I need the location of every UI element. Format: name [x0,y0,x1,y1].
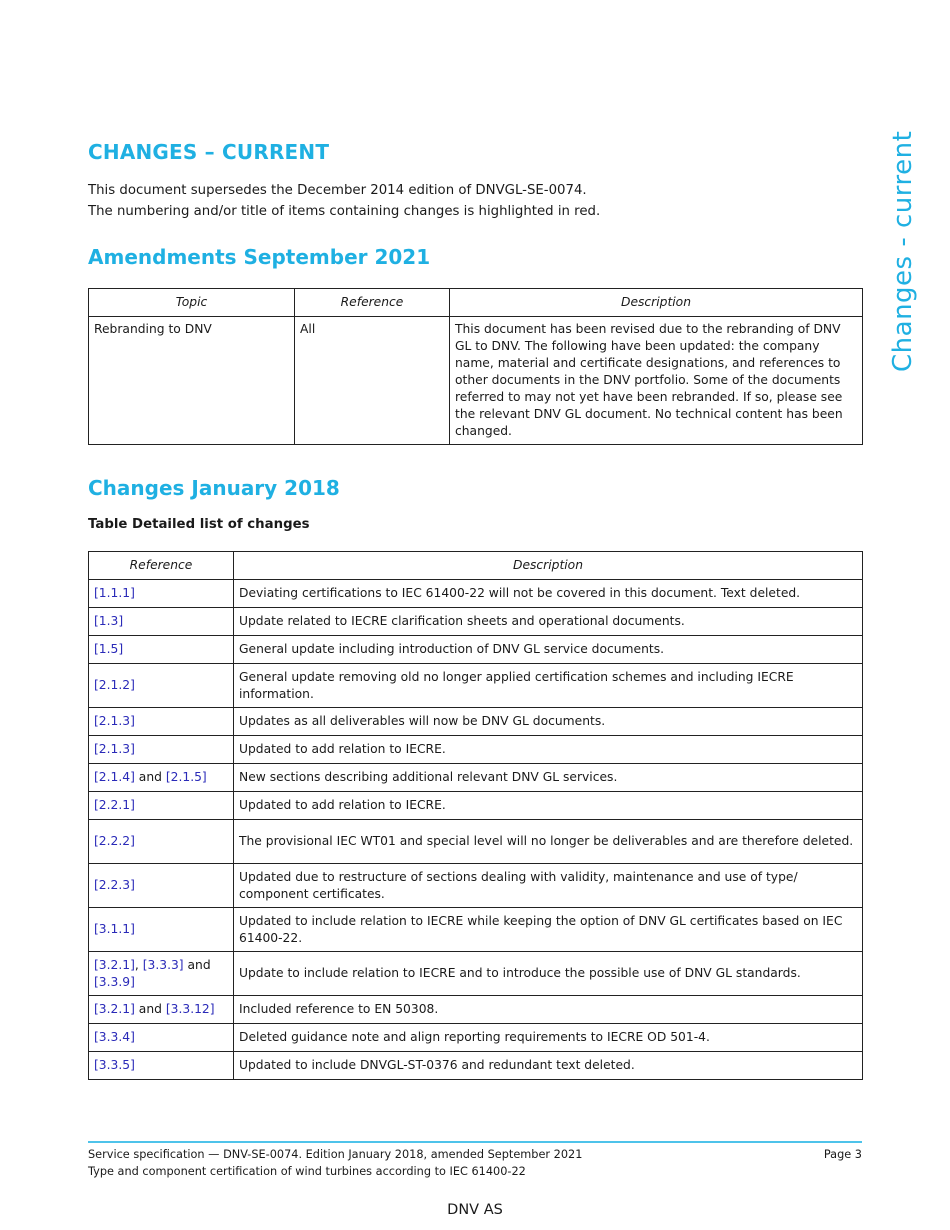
description-cell: Update related to IECRE clarification sheets and operational documents. [234,608,863,636]
table-row [89,996,863,1024]
table-row [89,664,863,708]
reference-joiner: , [134,957,143,972]
table-row [89,708,863,736]
footer-line-2: Type and component certification of wind turbines according to IEC 61400-22 [88,1165,526,1178]
intro-line: This document supersedes the December 2014 edition of DNVGL-SE-0074. [88,183,587,198]
table-row [89,580,863,608]
reference-link[interactable]: [3.3.4] [94,1030,135,1044]
description-cell: Updated to add relation to IECRE. [234,792,863,820]
reference-link[interactable]: [2.1.3] [94,714,135,728]
table-row [89,317,863,445]
changes-heading: Changes January 2018 [88,476,340,500]
table-row [89,820,863,864]
column-header-reference: Reference [89,552,234,580]
description-cell: Update to include relation to IECRE and to introduce the possible use of DNV GL standards. [234,952,863,996]
reference-link[interactable]: [3.2.1] [94,957,135,972]
reference-joiner: and [134,1002,166,1016]
reference-cell [89,952,234,996]
page-title: CHANGES – CURRENT [88,140,330,164]
footer-text [88,1146,582,1180]
reference-link[interactable]: [3.3.12] [165,1002,215,1016]
changes-table-body [89,580,863,1080]
table-row [89,792,863,820]
reference-link[interactable]: [1.5] [94,642,124,656]
side-tab-label: Changes - current [888,130,918,372]
description-cell: General update including introduction of DNV GL service documents. [234,636,863,664]
reference-link[interactable]: [3.3.3] [142,957,184,972]
reference-link[interactable]: [2.2.3] [94,878,135,892]
reference-cell [89,996,234,1024]
reference-cell [89,608,234,636]
reference-link[interactable]: [1.1.1] [94,586,135,600]
reference-cell [89,664,234,708]
reference-link[interactable]: [3.1.1] [94,922,135,936]
reference-link[interactable]: [2.1.4] [94,770,135,784]
reference-link[interactable]: [2.2.1] [94,798,135,812]
reference-cell [89,864,234,908]
reference-link[interactable]: [3.3.9] [94,974,135,989]
reference-cell: All [295,317,450,445]
reference-link[interactable]: [2.1.5] [165,770,207,784]
column-header-description: Description [234,552,863,580]
table-header-row [89,552,863,580]
table-caption: Table Detailed list of changes [88,517,310,532]
description-cell: Included reference to EN 50308. [234,996,863,1024]
description-cell: Updates as all deliverables will now be DNV GL documents. [234,708,863,736]
reference-cell [89,908,234,952]
description-cell: New sections describing additional relevant DNV GL services. [234,764,863,792]
table-row [89,636,863,664]
amendments-heading: Amendments September 2021 [88,245,431,269]
description-cell: The provisional IEC WT01 and special level will no longer be deliverables and are therefore deleted. [234,820,863,864]
reference-cell [89,820,234,864]
reference-joiner: and [183,957,215,972]
reference-link[interactable]: [3.3.5] [94,1058,135,1072]
reference-link[interactable]: [2.1.3] [94,742,135,756]
reference-cell [89,580,234,608]
table-row [89,1024,863,1052]
table-row [89,736,863,764]
description-cell: General update removing old no longer applied certification schemes and including IECRE information. [234,664,863,708]
description-cell: This document has been revised due to the rebranding of DNV GL to DNV. The following have been updated: the company name, material and certificate designations, and references to other documents in the DNV portfolio. Some of the documents referred to may not yet have been rebranded. If so, please see the relevant DNV GL document. No technical content has been changed. [450,317,863,445]
company-name: DNV AS [447,1202,503,1218]
description-cell: Updated to include DNVGL-ST-0376 and redundant text deleted. [234,1052,863,1080]
reference-cell [89,708,234,736]
amendments-table [88,288,863,445]
table-row [89,952,863,996]
reference-cell [89,736,234,764]
table-row [89,1052,863,1080]
description-cell: Updated due to restructure of sections dealing with validity, maintenance and use of type/ component certificates. [234,864,863,908]
description-cell: Updated to include relation to IECRE while keeping the option of DNV GL certificates based on IEC 61400-22. [234,908,863,952]
footer-divider [88,1141,862,1143]
reference-joiner: and [134,770,166,784]
reference-link[interactable]: [2.1.2] [94,678,135,692]
table-row [89,864,863,908]
description-cell: Deleted guidance note and align reporting requirements to IECRE OD 501-4. [234,1024,863,1052]
topic-cell: Rebranding to DNV [89,317,295,445]
intro-line: The numbering and/or title of items containing changes is highlighted in red. [88,204,601,219]
table-row [89,608,863,636]
table-header-row [89,289,863,317]
reference-cell [89,1024,234,1052]
reference-cell [89,792,234,820]
changes-table [88,551,863,1080]
intro-text [88,180,600,222]
page-number: Page 3 [823,1148,862,1161]
reference-cell [89,1052,234,1080]
reference-link[interactable]: [3.2.1] [94,1002,135,1016]
footer-line-1: Service specification — DNV-SE-0074. Edition January 2018, amended September 2021 [88,1148,583,1161]
reference-link[interactable]: [1.3] [94,614,124,628]
column-header-reference: Reference [295,289,450,317]
reference-link[interactable]: [2.2.2] [94,834,135,848]
reference-cell [89,764,234,792]
description-cell: Deviating certifications to IEC 61400-22 will not be covered in this document. Text deleted. [234,580,863,608]
table-row [89,764,863,792]
table-row [89,908,863,952]
column-header-description: Description [450,289,863,317]
reference-cell [89,636,234,664]
column-header-topic: Topic [89,289,295,317]
description-cell: Updated to add relation to IECRE. [234,736,863,764]
